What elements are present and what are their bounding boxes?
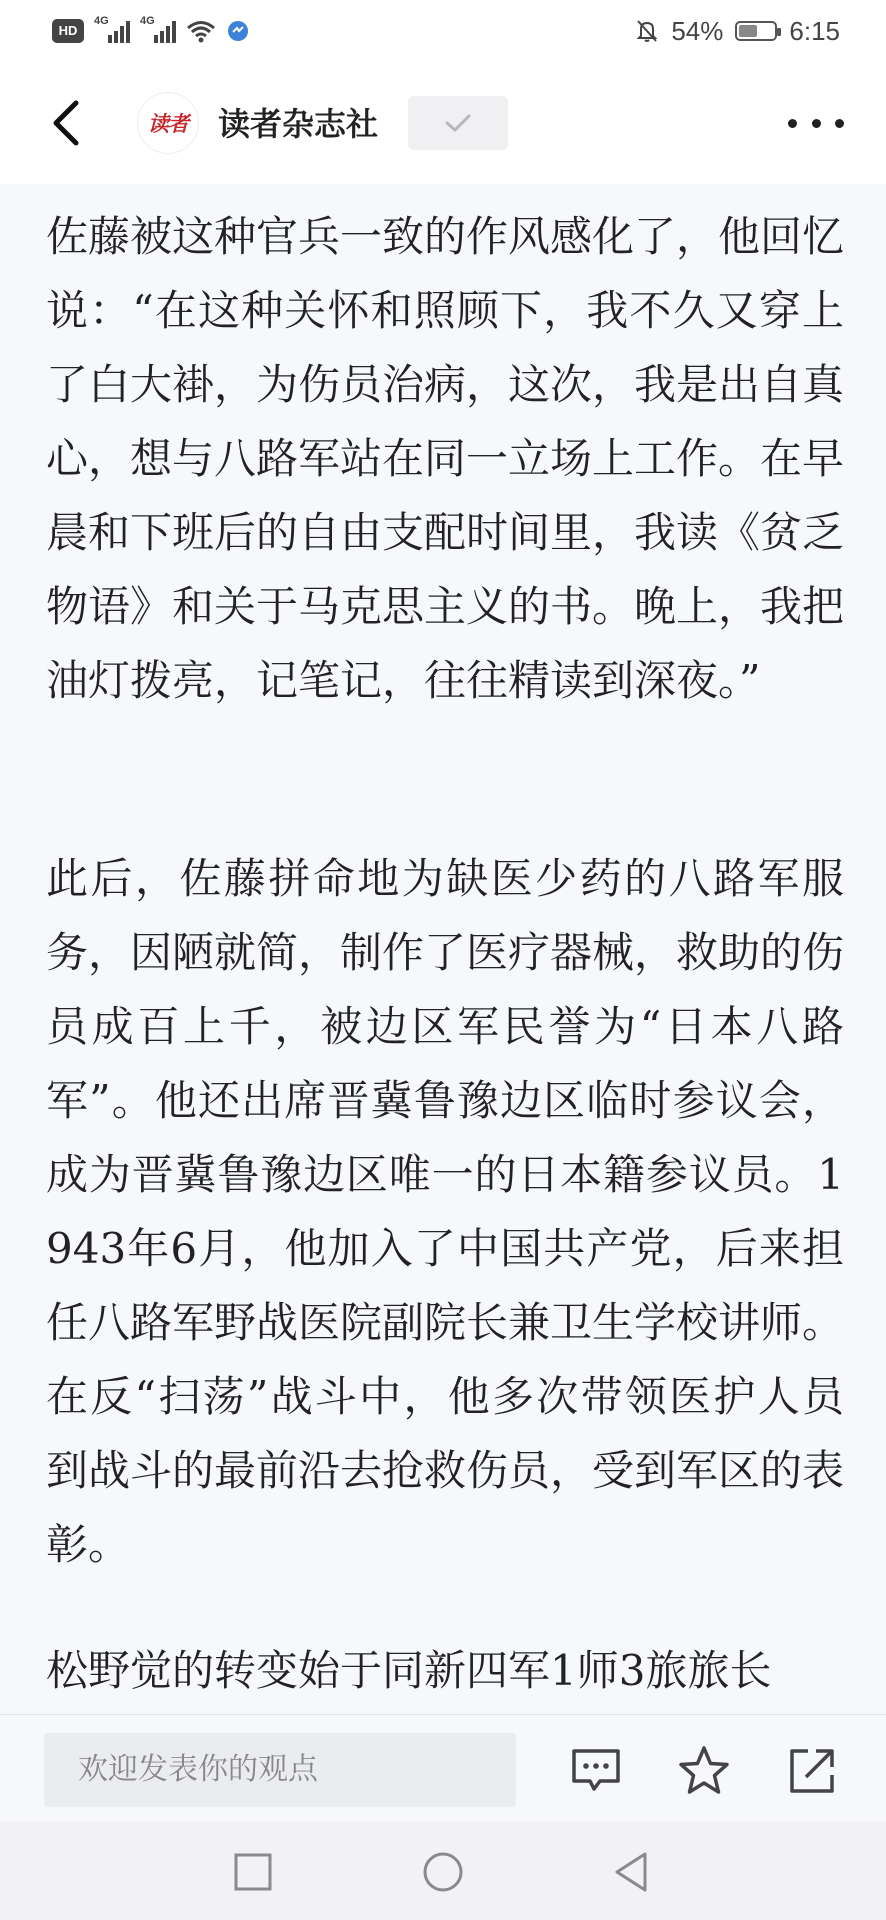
article-paragraph: 此后，佐藤拼命地为缺医少药的八路军服务，因陋就简，制作了医疗器械，救助的伤员成百上千，被边区军民誉为“日本八路军”。他还出席晋冀鲁豫边区临时参议会，成为晋冀鲁豫边区唯一的日本籍参议员。1943年6月，他加入了中国共产党，后来担任八路军野战医院副院长兼卫生学校讲师。在反“扫荡”战斗中，他多次带领医护人员到战斗的最前沿去抢救伤员，受到军区的表彰。	[46, 854, 845, 1569]
signal-icon	[94, 15, 130, 43]
mute-icon	[635, 18, 659, 44]
more-icon	[788, 119, 797, 128]
battery-percent: 54%	[671, 15, 724, 46]
status-left-icons	[52, 16, 250, 46]
more-icon	[835, 119, 844, 128]
system-navigation-bar	[0, 1822, 886, 1920]
article-paragraph: 佐藤被这种官兵一致的作风感化了，他回忆说：“在这种关怀和照顾下，我不久又穿上了白大褂，为伤员治病，这次，我是出自真心，想与八路军站在同一立场上工作。在早晨和下班后的自由支配时间里，我读《贫乏物语》和关于马克思主义的书。晚上，我把油灯拨亮，记笔记，往往精读到深夜。”	[46, 212, 845, 705]
back-button[interactable]	[44, 95, 94, 151]
status-bar	[0, 0, 886, 62]
wifi-icon	[186, 19, 216, 43]
system-back-button[interactable]	[607, 1848, 655, 1896]
channel-name[interactable]: 读者杂志社	[218, 105, 379, 143]
more-button[interactable]	[788, 106, 844, 140]
home-button[interactable]	[419, 1848, 467, 1896]
signal-icon	[140, 15, 176, 43]
share-button[interactable]	[782, 1741, 842, 1801]
hd-icon: HD	[52, 19, 84, 43]
article-paragraph: 松野觉的转变始于同新四军1师3旅旅长	[46, 1646, 772, 1695]
status-right-icons	[635, 14, 840, 48]
comment-bar	[0, 1714, 886, 1822]
favorite-button[interactable]	[674, 1741, 734, 1801]
clock: 6:15	[789, 15, 840, 46]
article-body[interactable]	[0, 184, 886, 1714]
battery-level-fill	[739, 25, 757, 37]
home-icon	[419, 1848, 467, 1896]
channel-logo[interactable]: 读者	[138, 93, 198, 153]
app-notification-icon	[226, 19, 250, 43]
share-icon	[782, 1741, 842, 1801]
battery-icon	[735, 21, 777, 41]
recents-icon	[229, 1848, 277, 1896]
network-type-label: 4G	[94, 15, 109, 27]
more-icon	[812, 119, 821, 128]
follow-button[interactable]	[408, 96, 508, 150]
comment-icon	[566, 1741, 626, 1801]
back-icon	[44, 95, 94, 151]
back-triangle-icon	[607, 1848, 655, 1896]
network-type-label: 4G	[140, 15, 155, 27]
article-header	[0, 62, 886, 184]
comment-input[interactable]: 欢迎发表你的观点	[44, 1733, 516, 1807]
star-icon	[674, 1741, 734, 1801]
comments-button[interactable]	[566, 1741, 626, 1801]
recents-button[interactable]	[229, 1848, 277, 1896]
check-icon	[443, 111, 473, 135]
